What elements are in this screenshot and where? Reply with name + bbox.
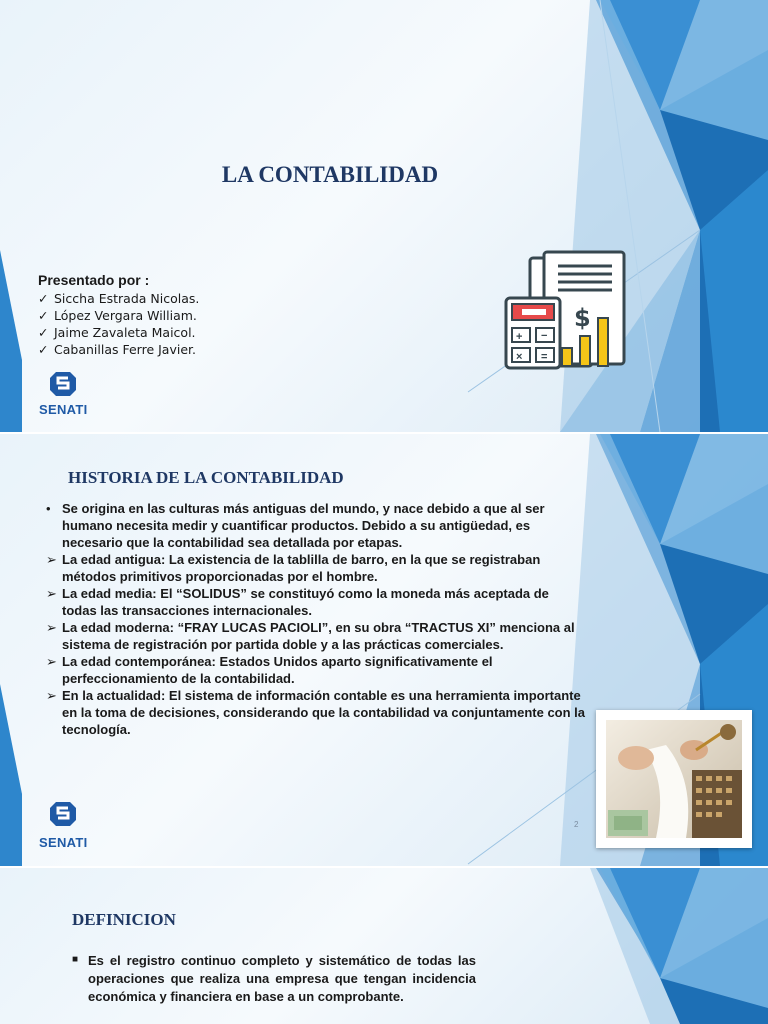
history-item-text: La edad antigua: La existencia de la tablilla de barro, en la que se registraban métodos primitivos proporcionadas por el hombre. — [62, 552, 541, 584]
arrow-bullet-icon: ➢ — [46, 654, 57, 669]
definition-item — [72, 952, 476, 1006]
page-number: 2 — [574, 820, 579, 829]
accounting-photo-image — [596, 710, 752, 848]
presenters-header: Presentado por : — [38, 272, 150, 288]
history-item — [46, 551, 586, 585]
senati-logo-icon — [48, 800, 78, 828]
arrow-bullet-icon: ➢ — [46, 552, 57, 567]
arrow-bullet-icon: ➢ — [46, 586, 57, 601]
history-item — [46, 500, 586, 551]
arrow-bullet-icon: ➢ — [46, 620, 57, 635]
slide-title: LA CONTABILIDAD — [221, 162, 439, 187]
checkmark-icon: ✓ — [38, 291, 49, 306]
slide-title: HISTORIA DE LA CONTABILIDAD — [68, 468, 344, 487]
presenter-item — [38, 324, 199, 341]
history-list — [46, 500, 586, 738]
checkmark-icon: ✓ — [38, 342, 49, 357]
history-item — [46, 653, 586, 687]
senati-logo-text: SENATI — [39, 835, 88, 850]
presenter-name: López Vergara William. — [54, 308, 197, 323]
history-item-text: La edad contemporánea: Estados Unidos aparto significativamente el perfeccionamiento de la contabilidad. — [62, 654, 493, 686]
square-bullet-icon: ■ — [72, 954, 79, 965]
history-item-text: Se origina en las culturas más antiguas del mundo, y nace debido a que al ser humano necesita medir y cuantificar productos. Debido a su antigüedad, es necesario que la contabilidad sea detallada por etapas. — [62, 501, 545, 550]
accounting-photo — [596, 710, 752, 848]
history-item-text: La edad moderna: “FRAY LUCAS PACIOLI”, en su obra “TRACTUS XI” menciona al sistema de registración por partida doble y a las prácticas comerciales. — [62, 620, 575, 652]
presenter-item — [38, 341, 199, 358]
svg-text:+: + — [516, 331, 523, 343]
svg-text:$: $ — [574, 304, 591, 332]
svg-text:=: = — [541, 351, 548, 363]
checkmark-icon: ✓ — [38, 325, 49, 340]
arrow-bullet-icon: ➢ — [46, 688, 57, 703]
presenters-list — [38, 290, 199, 358]
left-accent-shape — [0, 684, 22, 866]
presenter-name: Siccha Estrada Nicolas. — [54, 291, 200, 306]
definition-text: Es el registro continuo completo y sistemático de todas las operaciones que realiza una empresa que tengan incidencia económica y financiera en base a un comprobante. — [88, 953, 476, 1004]
history-item-text: En la actualidad: El sistema de información contable es una herramienta importante en la toma de decisiones, considerando que la contabilidad va conjuntamente con la tecnología. — [62, 688, 586, 737]
presenters-block — [38, 272, 199, 358]
senati-logo-text: SENATI — [39, 402, 88, 417]
history-item — [46, 619, 586, 653]
slide-decoration — [0, 0, 768, 432]
svg-text:−: − — [541, 330, 548, 342]
presenter-item — [38, 307, 199, 324]
slide-1 — [0, 0, 768, 432]
checkmark-icon: ✓ — [38, 308, 49, 323]
svg-text:×: × — [516, 351, 523, 363]
history-item-text: La edad media: El “SOLIDUS” se constituyó como la moneda más aceptada de todas las transacciones internacionales. — [62, 586, 549, 618]
history-item — [46, 687, 586, 738]
presenter-name: Cabanillas Ferre Javier. — [54, 342, 196, 357]
slide-title: DEFINICION — [72, 910, 176, 929]
definition-list — [72, 952, 476, 1006]
calculator-report-chart-icon — [500, 248, 630, 374]
presenter-item — [38, 290, 199, 307]
senati-logo-icon — [48, 370, 78, 398]
left-accent-shape — [0, 250, 22, 432]
bullet-icon: • — [46, 501, 51, 516]
presenter-name: Jaime Zavaleta Maicol. — [54, 325, 196, 340]
history-item — [46, 585, 586, 619]
